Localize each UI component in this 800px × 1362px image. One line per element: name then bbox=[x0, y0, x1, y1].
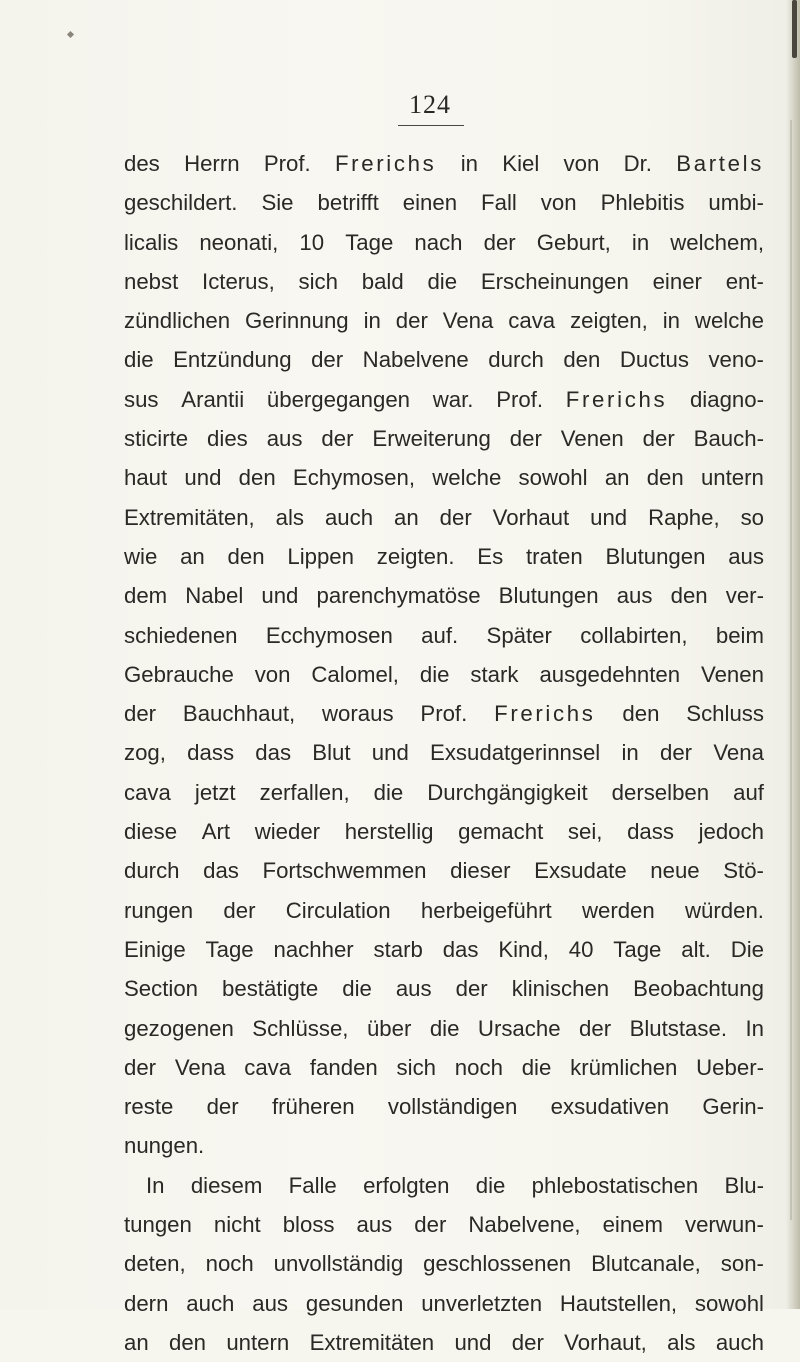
word: die bbox=[373, 779, 404, 805]
text-line bbox=[124, 1205, 764, 1244]
body-text bbox=[124, 144, 764, 1362]
word: den bbox=[622, 701, 660, 727]
word: dass bbox=[627, 819, 674, 845]
word: nicht bbox=[213, 1212, 261, 1238]
word: der bbox=[439, 504, 472, 530]
word: diagno- bbox=[689, 386, 764, 412]
word: bloss bbox=[282, 1212, 335, 1238]
word: fanden bbox=[309, 1054, 378, 1080]
text-line bbox=[124, 1166, 764, 1205]
text-line bbox=[124, 891, 764, 930]
word: Die bbox=[730, 936, 764, 962]
word: Raphe, bbox=[648, 504, 720, 530]
text-line bbox=[124, 930, 764, 969]
word: so bbox=[740, 504, 764, 530]
word: Gerin- bbox=[702, 1094, 764, 1120]
word: aus bbox=[616, 583, 653, 609]
word: untern bbox=[226, 1329, 290, 1355]
word: der bbox=[483, 229, 516, 255]
word: Venen bbox=[560, 426, 624, 452]
word: Herrn bbox=[184, 151, 240, 176]
word: Tage bbox=[345, 229, 394, 255]
word: ver- bbox=[725, 583, 764, 609]
word: Gerinnung bbox=[245, 308, 349, 334]
word: die bbox=[342, 976, 372, 1002]
word: Phlebitis bbox=[600, 190, 685, 216]
word: Geburt, bbox=[536, 229, 611, 255]
word: übergegangen bbox=[266, 386, 411, 412]
word: Tage bbox=[613, 936, 662, 962]
word: die bbox=[419, 661, 450, 687]
word: Ueber- bbox=[696, 1054, 764, 1080]
word: Nabelvene, bbox=[468, 1212, 581, 1238]
word: der bbox=[579, 1015, 612, 1041]
word: den bbox=[670, 583, 708, 609]
word: zündlichen bbox=[124, 308, 231, 334]
page-edge-line bbox=[790, 120, 792, 1220]
word: son- bbox=[720, 1251, 764, 1277]
word: nungen. bbox=[124, 1133, 205, 1159]
word: haut bbox=[124, 465, 168, 491]
word: dies bbox=[207, 426, 248, 452]
word: Frerichs bbox=[565, 386, 668, 412]
word: an bbox=[124, 1329, 149, 1355]
word: Vena bbox=[713, 740, 764, 766]
word: Schlüsse, bbox=[252, 1015, 349, 1041]
word: Prof. bbox=[420, 701, 468, 727]
word: den bbox=[646, 465, 684, 491]
word: In bbox=[745, 1015, 764, 1041]
word: Blutungen bbox=[605, 543, 706, 569]
word: unverletzten bbox=[421, 1290, 543, 1316]
word: die bbox=[429, 1015, 460, 1041]
word: Erscheinungen bbox=[480, 268, 629, 294]
word: noch bbox=[454, 1054, 503, 1080]
word: sus bbox=[124, 386, 159, 412]
word: cava bbox=[508, 308, 556, 334]
text-line bbox=[124, 773, 764, 812]
word: sich bbox=[298, 268, 338, 294]
word: Sie bbox=[261, 190, 294, 216]
word: aus bbox=[266, 426, 303, 452]
word: stark bbox=[470, 661, 519, 687]
word: die bbox=[521, 1054, 552, 1080]
word: Vena bbox=[442, 308, 494, 334]
word: der bbox=[511, 1329, 544, 1355]
word: Extremitäten bbox=[309, 1329, 435, 1355]
word: Fall bbox=[481, 190, 517, 216]
word: und bbox=[261, 583, 299, 609]
text-line bbox=[124, 262, 764, 301]
word: gemacht bbox=[458, 819, 544, 845]
word: das bbox=[442, 936, 479, 962]
word: Beobachtung bbox=[633, 976, 764, 1002]
word: klinischen bbox=[511, 976, 610, 1002]
word: Nabel bbox=[185, 583, 244, 609]
word: sticirte bbox=[124, 426, 189, 452]
word: Dr. bbox=[623, 151, 652, 176]
word: den bbox=[563, 347, 601, 373]
word: Fortschwemmen bbox=[262, 858, 427, 884]
word: auch bbox=[186, 1290, 235, 1316]
word: an bbox=[604, 465, 630, 491]
word: neonati, bbox=[199, 229, 279, 255]
word: Tage bbox=[205, 936, 254, 962]
word: parenchymatöse bbox=[316, 583, 481, 609]
word: Frerichs bbox=[334, 151, 437, 176]
word: über bbox=[366, 1015, 412, 1041]
word: deten, bbox=[124, 1251, 186, 1277]
word: in bbox=[460, 151, 478, 176]
word: neue bbox=[650, 858, 700, 884]
word: den bbox=[238, 465, 276, 491]
text-line bbox=[124, 616, 764, 655]
word: Icterus, bbox=[202, 268, 275, 294]
word: der bbox=[321, 426, 354, 452]
word: gezogenen bbox=[124, 1015, 234, 1041]
word: einen bbox=[402, 190, 458, 216]
word: die bbox=[427, 268, 458, 294]
word: in bbox=[631, 229, 650, 255]
word: sich bbox=[396, 1054, 437, 1080]
word: Extremitäten, bbox=[124, 504, 255, 530]
text-line bbox=[124, 1087, 764, 1126]
word: das bbox=[203, 858, 239, 884]
word: In bbox=[146, 1172, 165, 1198]
word: nebst bbox=[124, 268, 179, 294]
word: bald bbox=[361, 268, 404, 294]
word: und bbox=[590, 504, 628, 530]
word: erfolgten bbox=[363, 1172, 450, 1198]
word: gesunden bbox=[305, 1290, 404, 1316]
word: Calomel, bbox=[311, 661, 399, 687]
word: ent- bbox=[725, 268, 764, 294]
word: veno- bbox=[708, 347, 764, 373]
word: herbeigeführt bbox=[420, 897, 552, 923]
word: an bbox=[394, 504, 419, 530]
word: Blutungen bbox=[498, 583, 599, 609]
word: würden. bbox=[685, 897, 764, 923]
word: alt. bbox=[681, 936, 711, 962]
word: Erweiterung bbox=[372, 426, 491, 452]
word: Ductus bbox=[619, 347, 689, 373]
word: der bbox=[509, 426, 542, 452]
word: tungen bbox=[124, 1212, 192, 1238]
word: Entzündung bbox=[173, 347, 292, 373]
word: cava bbox=[124, 779, 171, 805]
word: Ursache bbox=[477, 1015, 561, 1041]
word: Blut bbox=[312, 740, 351, 766]
word: bestätigte bbox=[222, 976, 319, 1002]
word: jetzt bbox=[194, 779, 236, 805]
word: beim bbox=[715, 622, 764, 648]
text-line bbox=[124, 812, 764, 851]
word: Exsudate bbox=[534, 858, 627, 884]
word: Section bbox=[124, 976, 199, 1002]
word: Prof. bbox=[496, 386, 544, 412]
text-line bbox=[124, 655, 764, 694]
word: früheren bbox=[271, 1094, 355, 1120]
word: sowohl bbox=[694, 1290, 764, 1316]
word: cava bbox=[244, 1054, 292, 1080]
word: Venen bbox=[701, 661, 764, 687]
text-line bbox=[124, 1284, 764, 1323]
word: des bbox=[124, 151, 160, 176]
word: Vena bbox=[174, 1054, 226, 1080]
text-line bbox=[124, 1009, 764, 1048]
word: 40 bbox=[568, 936, 594, 962]
page-number-rule bbox=[398, 125, 464, 126]
word: zeigten. bbox=[376, 543, 455, 569]
word: der bbox=[311, 347, 344, 373]
word: Bauch- bbox=[693, 426, 764, 452]
word: diesem bbox=[190, 1172, 263, 1198]
word: zeigten, bbox=[570, 308, 648, 334]
word: Einige bbox=[124, 936, 186, 962]
word: und bbox=[454, 1329, 492, 1355]
word: vollständigen bbox=[387, 1094, 518, 1120]
word: in bbox=[662, 308, 680, 334]
word: aus bbox=[252, 1290, 289, 1316]
word: wie bbox=[124, 543, 158, 569]
word: einem bbox=[602, 1212, 663, 1238]
word: der bbox=[642, 426, 675, 452]
word: sowohl bbox=[518, 465, 588, 491]
word: licalis bbox=[124, 229, 179, 255]
page-edge-mark bbox=[792, 0, 797, 58]
word: sei, bbox=[567, 819, 603, 845]
word: den bbox=[227, 543, 265, 569]
word: Exsudatgerinnsel bbox=[430, 740, 601, 766]
word: von bbox=[254, 661, 291, 687]
word: auch bbox=[715, 1329, 764, 1355]
text-line bbox=[124, 223, 764, 262]
text-line bbox=[124, 694, 764, 733]
word: zerfallen, bbox=[259, 779, 350, 805]
word: den bbox=[169, 1329, 207, 1355]
word: auf. bbox=[421, 622, 459, 648]
word: schiedenen bbox=[124, 622, 238, 648]
word: in bbox=[363, 308, 381, 334]
word: nach bbox=[414, 229, 463, 255]
word: Stö- bbox=[723, 858, 764, 884]
word: nachher bbox=[273, 936, 354, 962]
word: das bbox=[255, 740, 292, 766]
word: welchem, bbox=[670, 229, 764, 255]
word: verwun- bbox=[684, 1212, 764, 1238]
text-line bbox=[124, 458, 764, 497]
word: umbi- bbox=[708, 190, 764, 216]
word: diese bbox=[124, 819, 178, 845]
word: und bbox=[371, 740, 409, 766]
word: betrifft bbox=[317, 190, 379, 216]
text-line bbox=[124, 1126, 764, 1165]
word: ausgedehnten bbox=[539, 661, 681, 687]
word: von bbox=[540, 190, 577, 216]
word: Lippen bbox=[287, 543, 354, 569]
word: 10 bbox=[299, 229, 325, 255]
text-line bbox=[124, 1323, 764, 1362]
word: Schluss bbox=[686, 701, 764, 727]
word: als bbox=[275, 504, 305, 530]
page-number: 124 bbox=[409, 90, 451, 119]
word: zog, bbox=[124, 740, 166, 766]
word: aus bbox=[356, 1212, 393, 1238]
word: der bbox=[124, 701, 157, 727]
word: auch bbox=[324, 504, 374, 530]
text-line bbox=[124, 1244, 764, 1283]
text-line bbox=[124, 380, 764, 419]
word: dass bbox=[187, 740, 235, 766]
word: als bbox=[667, 1329, 696, 1355]
text-line bbox=[124, 1048, 764, 1087]
word: Gebrauche bbox=[124, 661, 234, 687]
text-line bbox=[124, 576, 764, 615]
word: der bbox=[455, 976, 488, 1002]
word: in bbox=[621, 740, 639, 766]
word: Ecchymosen bbox=[265, 622, 393, 648]
text-line bbox=[124, 851, 764, 890]
word: die bbox=[124, 347, 154, 373]
word: welche bbox=[694, 308, 764, 334]
word: durch bbox=[124, 858, 180, 884]
word: Blu- bbox=[724, 1172, 764, 1198]
word: an bbox=[180, 543, 205, 569]
word: und bbox=[184, 465, 222, 491]
word: Kind, bbox=[498, 936, 549, 962]
word: Arantii bbox=[181, 386, 245, 412]
word: welche bbox=[432, 465, 502, 491]
word: von bbox=[563, 151, 600, 176]
ink-speck bbox=[67, 31, 74, 38]
word: rungen bbox=[124, 897, 194, 923]
word: geschlossenen bbox=[423, 1251, 572, 1277]
text-line bbox=[124, 537, 764, 576]
word: der bbox=[660, 740, 693, 766]
word: Art bbox=[201, 819, 231, 845]
word: Nabelvene bbox=[362, 347, 469, 373]
word: wieder bbox=[254, 819, 321, 845]
word: dem bbox=[124, 583, 168, 609]
word: Bauchhaut, bbox=[182, 701, 296, 727]
word: dern bbox=[124, 1290, 169, 1316]
word: der bbox=[223, 897, 256, 923]
word: Vorhaut bbox=[492, 504, 570, 530]
word: Später bbox=[486, 622, 552, 648]
word: auf bbox=[733, 779, 764, 805]
word: Kiel bbox=[502, 151, 540, 176]
word: woraus bbox=[322, 701, 394, 727]
text-line bbox=[124, 144, 764, 183]
word: aus bbox=[728, 543, 764, 569]
word: Echymosen, bbox=[292, 465, 415, 491]
word: der bbox=[414, 1212, 447, 1238]
word: werden bbox=[581, 897, 655, 923]
word: Falle bbox=[288, 1172, 337, 1198]
word: Bartels bbox=[676, 151, 764, 176]
word: geschildert. bbox=[124, 190, 238, 216]
word: untern bbox=[700, 465, 764, 491]
word: dieser bbox=[450, 858, 511, 884]
word: Blutcanale, bbox=[591, 1251, 701, 1277]
word: derselben bbox=[611, 779, 710, 805]
word: Circulation bbox=[285, 897, 391, 923]
word: der bbox=[206, 1094, 239, 1120]
text-line bbox=[124, 183, 764, 222]
word: einer bbox=[652, 268, 702, 294]
word: Es bbox=[477, 543, 504, 569]
word: Frerichs bbox=[494, 701, 596, 727]
word: Durchgängigkeit bbox=[427, 779, 588, 805]
word: noch bbox=[205, 1251, 254, 1277]
word: Prof. bbox=[263, 151, 311, 176]
word: der bbox=[124, 1054, 157, 1080]
word: unvollständig bbox=[273, 1251, 404, 1277]
page-edge-shadow bbox=[786, 0, 800, 1309]
word: war. bbox=[432, 386, 474, 412]
text-line bbox=[124, 733, 764, 772]
word: phlebostatischen bbox=[531, 1172, 699, 1198]
word: aus bbox=[395, 976, 432, 1002]
word: die bbox=[475, 1172, 506, 1198]
word: herstellig bbox=[344, 819, 434, 845]
text-line bbox=[124, 498, 764, 537]
text-line bbox=[124, 969, 764, 1008]
word: starb bbox=[373, 936, 423, 962]
text-line bbox=[124, 419, 764, 458]
word: der bbox=[395, 308, 428, 334]
text-line bbox=[124, 301, 764, 340]
word: reste bbox=[124, 1094, 174, 1120]
text-line bbox=[124, 340, 764, 379]
word: krümlichen bbox=[570, 1054, 678, 1080]
word: durch bbox=[488, 347, 544, 373]
word: collabirten, bbox=[580, 622, 688, 648]
word: Blutstase. bbox=[629, 1015, 727, 1041]
word: traten bbox=[525, 543, 583, 569]
word: Vorhaut, bbox=[564, 1329, 647, 1355]
word: Hautstellen, bbox=[559, 1290, 678, 1316]
word: jedoch bbox=[698, 819, 764, 845]
word: exsudativen bbox=[550, 1094, 670, 1120]
